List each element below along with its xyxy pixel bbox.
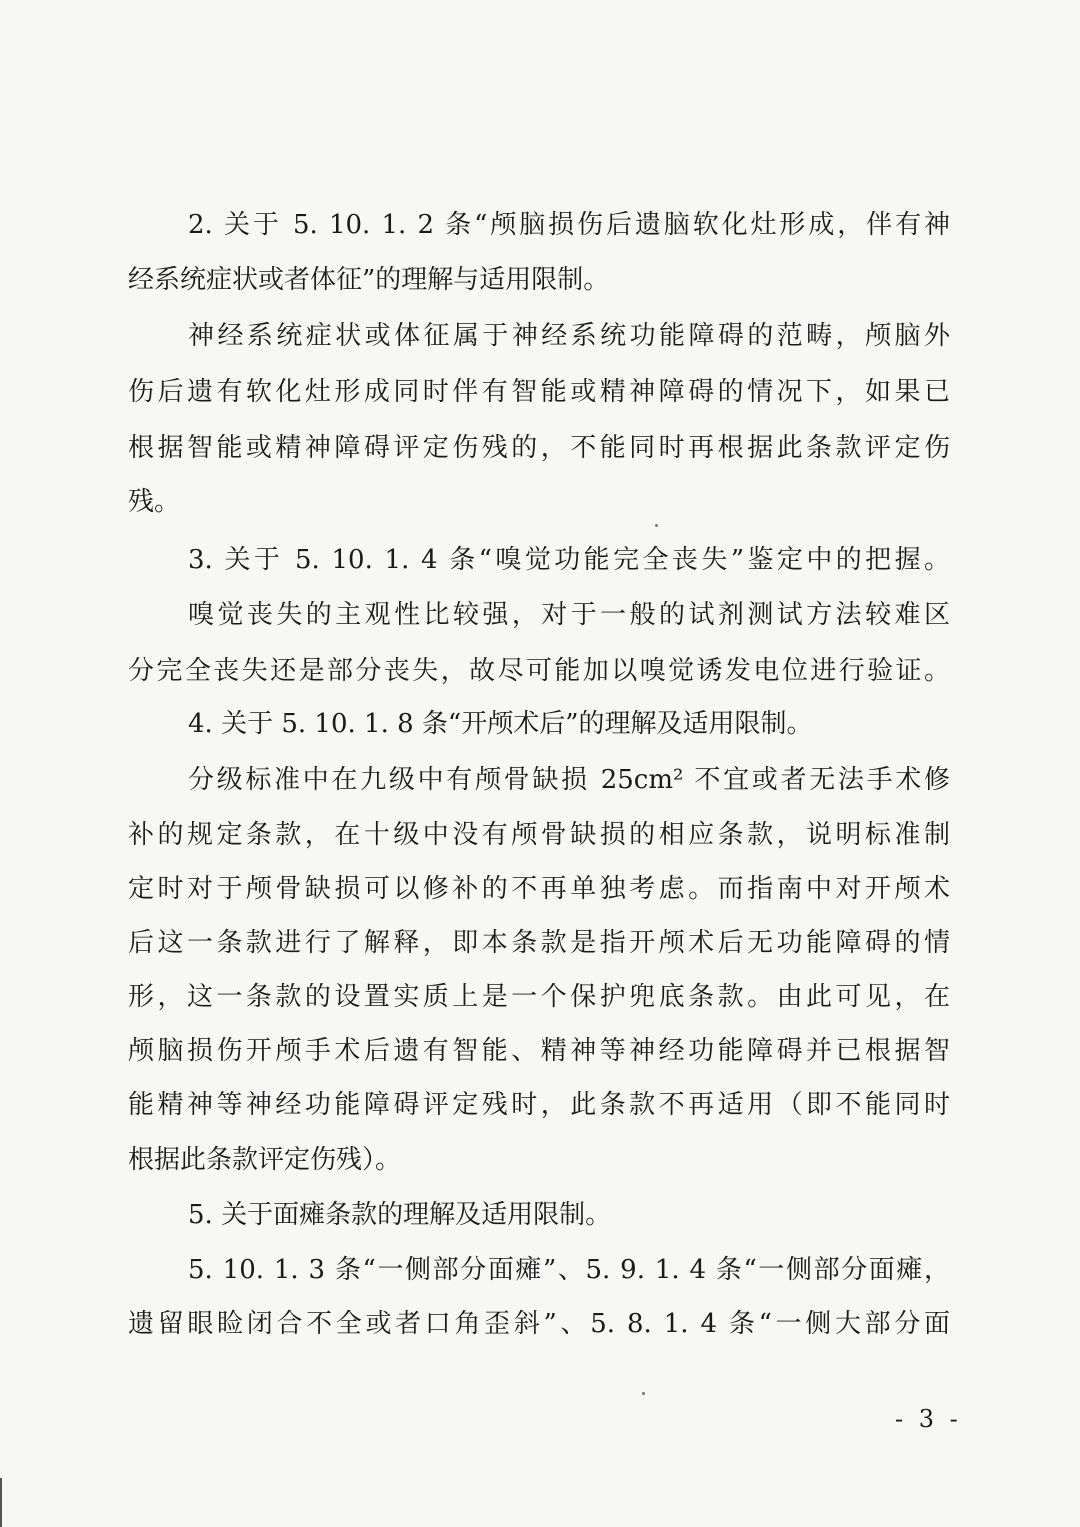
scan-edge-mark <box>0 1478 2 1527</box>
scan-speck <box>642 1392 645 1395</box>
paragraph-line: 神经系统症状或体征属于神经系统功能障碍的范畴，颅脑外 <box>188 321 950 351</box>
paragraph-line: 根据此条款评定伤残）。 <box>128 1145 402 1175</box>
paragraph-line: 定时对于颅骨缺损可以修补的不再单独考虑。而指南中对开颅术 <box>128 874 950 904</box>
paragraph-line: 分级标准中在九级中有颅骨缺损 25cm² 不宜或者无法手术修 <box>188 765 950 795</box>
paragraph-line: 伤后遗有软化灶形成同时伴有智能或精神障碍的情况下，如果已 <box>128 377 950 407</box>
heading-item-4: 4. 关于 5. 10. 1. 8 条“开颅术后”的理解及适用限制。 <box>188 709 813 739</box>
heading-item-2-line-2: 经系统症状或者体征”的理解与适用限制。 <box>128 265 610 295</box>
scan-speck <box>655 524 658 527</box>
heading-item-3: 3. 关于 5. 10. 1. 4 条“嗅觉功能完全丧失”鉴定中的把握。 <box>188 545 950 575</box>
paragraph-line: 形，这一条款的设置实质上是一个保护兜底条款。由此可见，在 <box>128 982 950 1012</box>
heading-item-5: 5. 关于面瘫条款的理解及适用限制。 <box>188 1200 612 1230</box>
paragraph-line: 颅脑损伤开颅手术后遗有智能、精神等神经功能障碍并已根据智 <box>128 1036 950 1066</box>
paragraph-line: 补的规定条款，在十级中没有颅骨缺损的相应条款，说明标准制 <box>128 820 950 850</box>
paragraph-line: 能精神等神经功能障碍评定残时，此条款不再适用（即不能同时 <box>128 1090 950 1120</box>
paragraph-line: 5. 10. 1. 3 条“一侧部分面瘫”、5. 9. 1. 4 条“一侧部分面瘫， <box>188 1255 950 1285</box>
paragraph-line: 分完全丧失还是部分丧失，故尽可能加以嗅觉诱发电位进行验证。 <box>128 656 950 686</box>
paragraph-line: 嗅觉丧失的主观性比较强，对于一般的试剂测试方法较难区 <box>188 600 950 630</box>
paragraph-line: 根据智能或精神障碍评定伤残的，不能同时再根据此条款评定伤 <box>128 433 950 463</box>
paragraph-line: 残。 <box>128 487 181 517</box>
page-number: - 3 - <box>895 1405 962 1433</box>
paragraph-line: 后这一条款进行了解释，即本条款是指开颅术后无功能障碍的情 <box>128 928 950 958</box>
heading-item-2-line-1: 2. 关于 5. 10. 1. 2 条“颅脑损伤后遗脑软化灶形成，伴有神 <box>188 210 950 240</box>
paragraph-line: 遗留眼睑闭合不全或者口角歪斜”、5. 8. 1. 4 条“一侧大部分面 <box>128 1309 950 1339</box>
